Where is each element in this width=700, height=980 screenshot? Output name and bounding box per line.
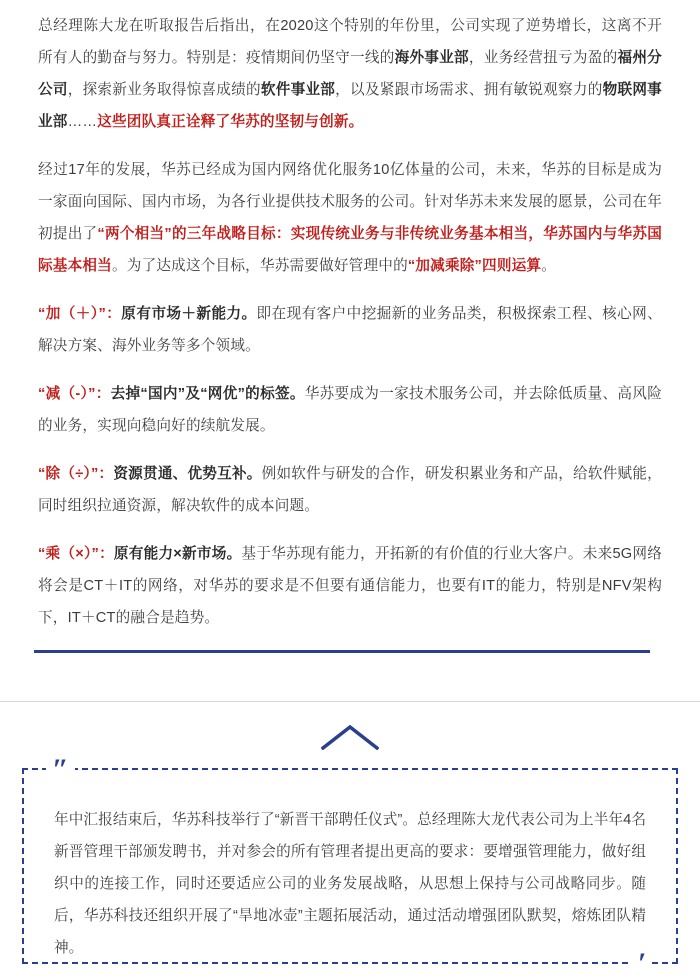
paragraph-1 [38,10,662,138]
text-run: ，探索新业务取得惊喜成绩的 [67,82,261,98]
chevron-up-icon [321,724,379,750]
text-run: “减（-）”： [38,386,111,402]
note-paragraph [54,804,646,964]
text-run: 这些团队真正诠释了华苏的坚韧与创新。 [97,114,364,130]
text-run: “除（÷）”： [38,466,114,482]
text-run: 年中汇报结束后，华苏科技举行了“新晋干部聘任仪式”。总经理陈大龙代表公司为上半年4名新晋管理干部颁发聘书，并对参会的所有管理者提出更高的要求：要增强管理能力，做好组织中的连接工作，同时还要适应公司的业务发展战略，从思想上保持与公司战略同步。随后，华苏科技还组织开展了“旱地冰壶”主题拓展活动，通过活动增强团队默契，熔炼团队精神。 [54,811,646,956]
text-run: 资源贯通、优势互补。 [113,466,262,482]
paragraph-2 [38,154,662,282]
text-run: 经过17年的发展，华苏已经成为国内网络优化服务10亿体量的公司，未来，华苏的目标是成为一家面向国际、国内市场，为各行业提供技术服务的公司。针对华苏未来发展的愿景，公司在年初提出了 [38,162,662,242]
quote-close-icon: ′ [632,950,652,978]
paragraph-plus-rule [38,298,662,362]
text-run: 即在现有客户中挖掘新的业务品类，积极探索工程、核心网、解决方案、海外业务等多个领域。 [38,306,662,354]
text-run: “乘（×）”： [38,546,114,562]
text-run: 物联网事业部 [38,82,662,130]
text-run: ，业务经营扭亏为盈的 [468,50,618,66]
text-run: “加减乘除”四则运算 [407,258,542,274]
text-run: 华苏要成为一家技术服务公司，并去除低质量、高风险的业务，实现向稳向好的续航发展。 [38,386,662,434]
paragraph-multiply-rule [38,538,662,634]
text-run: 例如软件与研发的合作，研发积累业务和产品，给软件赋能，同时组织拉通资源，解决软件的成本问题。 [38,466,662,514]
text-run: 基于华苏现有能力，开拓新的有价值的行业大客户。未来5G网络将会是CT＋IT的网络，对华苏的要求是不但要有通信能力，也要有IT的能力，特别是NFV架构下，IT＋CT的融合是趋势。 [38,546,662,626]
text-run: “两个相当”的三年战略目标：实现传统业务与非传统业务基本相当，华苏国内与华苏国际基本相当 [38,226,662,274]
text-run: …… [67,114,98,130]
text-run: 海外事业部 [394,50,469,66]
paragraph-divide-rule [38,458,662,522]
gray-divider [0,701,700,702]
blue-divider [34,650,650,653]
text-run: 总经理陈大龙在听取报告后指出，在2020这个特别的年份里，公司实现了逆势增长，这离不开所有人的勤奋与努力。特别是：疫情期间仍坚守一线的 [38,18,662,66]
chevron-up-wrap [0,724,700,750]
text-run: “加（＋）”： [38,306,122,322]
text-run: 去掉“国内”及“网优”的标签。 [110,386,305,402]
text-run: ，以及紧跟市场需求、拥有敏锐观察力的 [335,82,603,98]
paragraph-minus-rule [38,378,662,442]
text-run: 。为了达成这个目标，华苏需要做好管理中的 [111,258,408,274]
text-run: 。 [541,258,557,274]
highlight-note-box [22,752,678,980]
text-run: 原有能力×新市场。 [113,546,242,562]
text-run: 原有市场＋新能力。 [121,306,257,322]
text-run: 福州分公司 [38,50,662,98]
text-run: 软件事业部 [260,82,336,98]
quote-open-icon: ″ [46,756,75,784]
